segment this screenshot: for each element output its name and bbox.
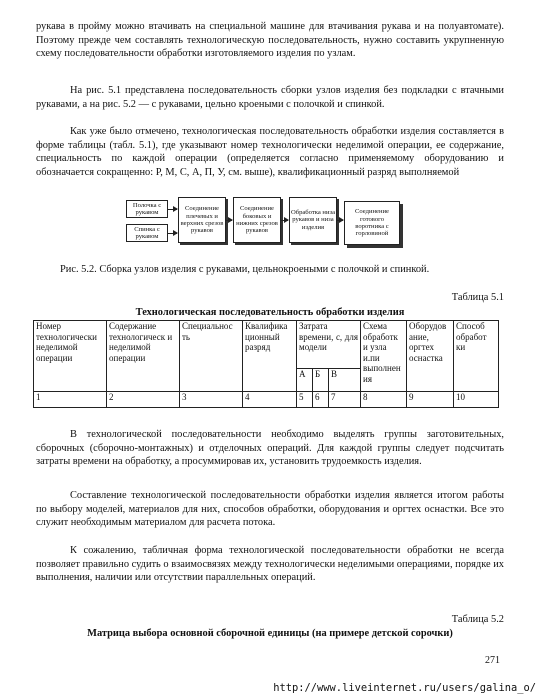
- operations-table: [33, 320, 499, 408]
- flow-box-hem-processing: Обработка низа рукавов и низа изделия: [289, 197, 337, 243]
- table1-number: Таблица 5.1: [451, 292, 504, 303]
- header-operation-number: Номер технологически неделимой операции: [34, 321, 107, 392]
- flow-arrow-2: [168, 233, 177, 234]
- header-specialty: Специальнос ть: [180, 321, 243, 392]
- table-number-row: [34, 392, 499, 408]
- flow-arrow-3: [226, 220, 232, 221]
- table1-title: Технологическая последовательность обработки изделия: [135, 307, 405, 318]
- table-header-row: [34, 321, 499, 369]
- paragraph-summary: Составление технологической последовательности обработки изделия является итогом работы по выбору моделей, материалов для них, способов обработки, оборудования и оргтех оснастки. Все это служит необходимым материалом для расчета потока.: [36, 490, 504, 529]
- header-grade: Квалифика ционный разряд: [243, 321, 297, 392]
- table-cell: 8: [361, 392, 407, 408]
- table-cell: 6: [313, 392, 329, 408]
- table-cell: 5: [297, 392, 313, 408]
- table-cell: 4: [243, 392, 297, 408]
- flow-arrow-5: [337, 220, 343, 221]
- flow-box-back-with-sleeve: Спинка с рукавом: [126, 224, 168, 242]
- header-scheme: Схема обработк и узла и.пи выполнен ия: [361, 321, 407, 392]
- paragraph-table-description: Как уже было отмечено, технологическая последовательность обработки изделия составляется в форме таблицы (табл. 5.1), где указывают номер технологически неделимой операции, ее содержание, специальность по каждой операции (определяется согласно применяемому оборудованию и обозначается сокращенно: Р, М, С, А, П, У, см. выше), квалификационный разряд выполняемой: [36, 126, 504, 178]
- header-time: Затрата времени, с, для модели: [297, 321, 361, 369]
- header-equipment: Оборудов ание, оргтех оснастка: [407, 321, 454, 392]
- table2-number: Таблица 5.2: [451, 614, 504, 625]
- page-number: 271: [485, 655, 500, 666]
- flow-box-shoulder-seams: Соединение плечевых и верхних срезов рукавов: [178, 197, 226, 243]
- header-operation-content: Содержание технологическ и неделимой операции: [107, 321, 180, 392]
- table-cell: 2: [107, 392, 180, 408]
- paragraph-figures-intro: На рис. 5.1 представлена последовательность сборки узлов изделия без подкладки с втачными рукавами, а на рис. 5.2 — с рукавами, цельно кроеными с полочкой и спинкой.: [36, 85, 504, 110]
- flow-box-collar-attach: Соединение готового воротника с горловиной: [344, 201, 400, 245]
- subheader-model-v: В: [329, 368, 361, 391]
- table2-title: Матрица выбора основной сборочной единицы (на примере детской сорочки): [87, 628, 453, 639]
- paragraph-continuation: рукава в пройму можно втачивать на специальной машине для втачивания рукава и на полуавтомате). Поэтому прежде чем составлять технологическую последовательность, нужно составить укрупненную схему последовательности обработки изготовляемого изделия по узлам.: [36, 21, 504, 60]
- table-cell: 7: [329, 392, 361, 408]
- subheader-model-b: Б: [313, 368, 329, 391]
- watermark-url: http://www.liveinternet.ru/users/galina_o/: [273, 682, 536, 694]
- table-cell: 3: [180, 392, 243, 408]
- header-method: Способ обработ ки: [454, 321, 499, 392]
- table-cell: 10: [454, 392, 499, 408]
- paragraph-operation-groups: В технологической последовательности необходимо выделять группы заготовительных, сборочных (сборочно-монтажных) и отделочных операций. Для каждой группы следует подсчитать затраты времени на обработку, а просуммировав их, установить трудоемкость изделия.: [36, 429, 504, 468]
- subheader-model-a: А: [297, 368, 313, 391]
- flow-box-front-with-sleeve: Полочка с рукавом: [126, 200, 168, 218]
- flow-arrow-4: [281, 220, 288, 221]
- paragraph-limitations: К сожалению, табличная форма технологической последовательности обработки не всегда позволяет правильно судить о взаимосвязях между технологически неделимыми операциями, порядке их выполнения, наличии или отсутствии параллельных операций.: [36, 545, 504, 584]
- table-cell: 9: [407, 392, 454, 408]
- flow-box-side-seams: Соединение боковых и нижних срезов рукавов: [233, 197, 281, 243]
- figure-caption: Рис. 5.2. Сборка узлов изделия с рукавами, цельнокроеными с полочкой и спинкой.: [60, 264, 430, 275]
- table-cell: 1: [34, 392, 107, 408]
- flow-arrow-1: [168, 209, 177, 210]
